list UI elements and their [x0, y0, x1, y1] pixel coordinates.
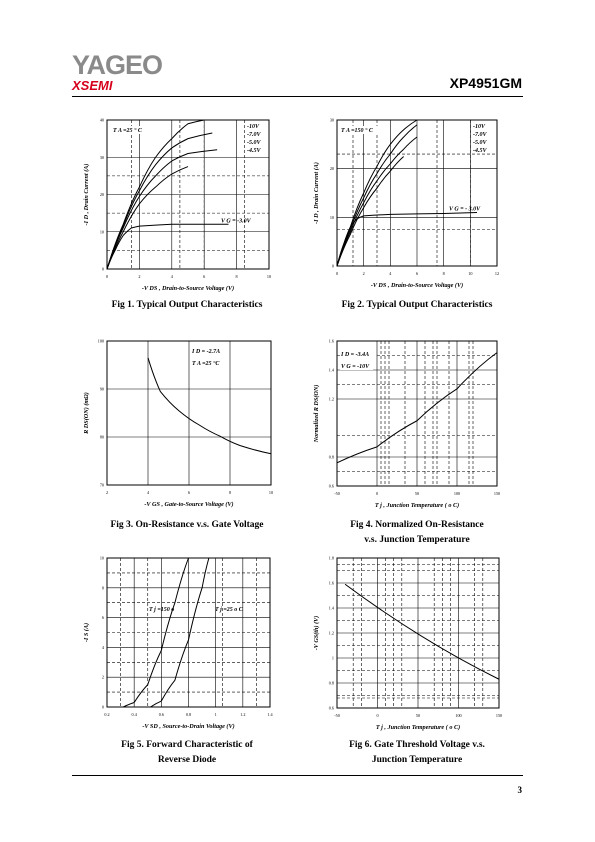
x-tick-label: -50: [334, 491, 340, 496]
x-tick-label: 6: [187, 490, 191, 495]
x-axis-label: T j , Junction Temperature ( o C): [374, 502, 460, 509]
series-line: [148, 358, 271, 454]
y-tick-label: 30: [99, 154, 104, 160]
y-tick-label: 1.6: [328, 338, 334, 344]
series-label: -7.0V: [247, 132, 261, 138]
y-tick-label: 1: [331, 655, 334, 661]
series-label: -10V: [247, 124, 259, 130]
series-label: T j =150 o: [149, 607, 175, 613]
y-tick-label: 6: [101, 615, 104, 621]
figure-caption: [72, 518, 302, 533]
y-tick-label: 0.6: [328, 483, 334, 489]
page-number: 3: [517, 785, 522, 795]
series-line: [345, 584, 499, 679]
chart-annotation: I D = -3.4A: [341, 352, 370, 358]
x-tick-label: 0: [335, 271, 339, 276]
x-tick-label: 1: [214, 712, 217, 717]
series-label: V G = -3.0V: [221, 218, 251, 225]
y-tick-label: 1.4: [328, 605, 334, 611]
caption-line: Fig 2. Typical Output Characteristics: [341, 300, 493, 310]
x-tick-label: 10: [268, 490, 274, 495]
x-tick-label: 4: [389, 271, 392, 276]
chart-svg: [307, 116, 503, 294]
x-tick-label: 0: [105, 274, 109, 279]
chart-annotation: V G = -10V: [341, 364, 370, 370]
footer-rule: [72, 775, 523, 776]
caption-line: Fig 1. Typical Output Characteristics: [111, 300, 263, 310]
figure-6: [307, 554, 505, 736]
x-axis-label: T j , Junction Temperature ( o C): [375, 724, 461, 731]
x-tick-label: 0.4: [131, 712, 137, 717]
x-tick-label: 6: [203, 274, 206, 279]
series-label: -7.0V: [473, 132, 487, 138]
x-tick-label: 50: [415, 713, 421, 718]
header-rule: [72, 96, 523, 97]
y-tick-label: 10: [99, 555, 104, 561]
y-tick-label: 20: [99, 192, 104, 197]
chart-annotation: T A =150 ° C: [341, 128, 373, 134]
y-tick-label: 100: [97, 338, 104, 344]
y-tick-label: 0.6: [328, 705, 334, 711]
figure-1: [77, 116, 275, 297]
y-tick-label: 1.8: [328, 555, 334, 561]
series-label: V G = - 3.0V: [449, 206, 481, 213]
series-label: -5.0V: [247, 140, 261, 146]
y-tick-label: 30: [329, 117, 334, 123]
y-tick-label: 70: [99, 482, 104, 488]
y-tick-label: 20: [329, 166, 334, 172]
figure-2: [307, 116, 503, 294]
caption-line: Fig 3. On-Resistance v.s. Gate Voltage: [110, 520, 264, 530]
y-tick-label: 10: [329, 214, 334, 220]
y-tick-label: 2: [101, 674, 104, 680]
chart-annotation: T A =25 °C: [192, 361, 220, 367]
y-axis-label: R DS(ON) (mΩ): [83, 392, 90, 434]
y-tick-label: 1.2: [328, 630, 334, 636]
y-tick-label: 8: [101, 585, 104, 591]
x-tick-label: 100: [453, 491, 461, 496]
y-tick-label: 1.6: [328, 580, 334, 586]
chart-svg: [307, 554, 505, 736]
figure-caption: [302, 518, 532, 548]
figure-caption: [302, 298, 532, 313]
y-tick-label: 90: [99, 386, 104, 392]
y-tick-label: 10: [99, 229, 104, 235]
figure-3: [77, 337, 277, 513]
y-axis-label: -V GS(th) (V): [313, 615, 320, 651]
y-tick-label: 0: [331, 263, 334, 269]
x-tick-label: 0.2: [104, 712, 110, 717]
x-tick-label: 0: [376, 713, 379, 718]
x-tick-label: 1.4: [267, 712, 273, 717]
figure-caption: [72, 298, 302, 313]
y-axis-label: -I D , Drain Current (A): [313, 162, 320, 224]
x-tick-label: 4: [170, 274, 173, 279]
caption-line: v.s. Junction Temperature: [364, 535, 470, 545]
sub-brand-name: XSEMI: [72, 78, 113, 93]
y-tick-label: 40: [99, 117, 104, 123]
x-tick-label: 6: [415, 271, 419, 276]
figure-4: [307, 337, 503, 514]
series-line: [107, 167, 188, 269]
y-tick-label: 1.4: [328, 367, 334, 373]
x-tick-label: 150: [493, 491, 501, 496]
x-tick-label: 150: [495, 713, 503, 718]
caption-line: Reverse Diode: [157, 755, 217, 765]
y-tick-label: 0: [101, 266, 104, 272]
y-axis-label: Normalized R DS(ON): [313, 384, 320, 443]
x-tick-label: 8: [228, 490, 232, 495]
y-tick-label: 0: [101, 704, 104, 710]
chart-svg: [77, 116, 275, 297]
x-axis-label: -V SD , Source-to-Drain Voltage (V): [142, 723, 235, 730]
x-tick-label: 2: [362, 271, 365, 276]
x-tick-label: 2: [138, 274, 141, 279]
series-label: -5.0V: [473, 140, 487, 146]
chart-svg: [307, 337, 503, 514]
x-tick-label: -50: [334, 713, 340, 718]
series-line: [337, 212, 477, 266]
x-tick-label: 4: [146, 490, 150, 495]
x-tick-label: 2: [105, 490, 109, 495]
series-label: -4.5V: [473, 148, 487, 154]
y-tick-label: 80: [99, 434, 104, 440]
x-axis-label: -V DS , Drain-to-Source Voltage (V): [370, 282, 464, 289]
x-tick-label: 0: [375, 491, 379, 496]
figure-5: [77, 554, 276, 735]
series-line: [107, 150, 217, 269]
caption-line: Fig 5. Forward Characteristic of: [121, 740, 253, 750]
series-label: -4.5V: [247, 148, 261, 154]
chart-svg: [77, 554, 276, 735]
chart-annotation: I D = -2.7A: [192, 349, 221, 355]
x-tick-label: 100: [455, 713, 462, 718]
y-tick-label: 0.8: [328, 454, 334, 460]
brand-name: YAGEO: [72, 50, 163, 80]
part-number: XP4951GM: [449, 75, 522, 91]
x-tick-label: 1.2: [240, 712, 246, 717]
series-label: T j =25 o C: [215, 607, 243, 613]
y-tick-label: 1.2: [328, 396, 334, 402]
chart-annotation: T A =25 ° C: [113, 128, 142, 134]
series-line: [107, 133, 212, 269]
figure-caption: [72, 738, 302, 768]
caption-line: Junction Temperature: [371, 755, 463, 765]
x-tick-label: 50: [414, 491, 420, 496]
series-line: [337, 157, 404, 267]
x-tick-label: 12: [494, 271, 500, 276]
x-tick-label: 0.6: [158, 712, 164, 717]
series-label: -10V: [473, 124, 485, 130]
company-logo: [72, 52, 162, 92]
y-tick-label: 4: [101, 644, 104, 650]
caption-line: Fig 6. Gate Threshold Voltage v.s.: [349, 740, 485, 750]
series-line: [107, 224, 229, 269]
y-axis-label: -I D , Drain Current (A): [83, 163, 90, 226]
x-tick-label: 10: [468, 271, 473, 276]
figure-caption: [302, 738, 532, 768]
y-axis-label: -I S (A): [83, 622, 90, 643]
x-tick-label: 8: [235, 274, 238, 279]
chart-svg: [77, 337, 277, 513]
x-axis-label: -V GS , Gate-to-Source Voltage (V): [144, 501, 234, 508]
y-tick-label: 0.8: [328, 680, 334, 686]
x-axis-label: -V DS , Drain-to-Source Voltage (V): [141, 285, 235, 292]
caption-line: Fig 4. Normalized On-Resistance: [350, 520, 484, 530]
x-tick-label: 10: [266, 274, 272, 279]
x-tick-label: 0.8: [185, 712, 192, 717]
x-tick-label: 8: [442, 271, 445, 276]
